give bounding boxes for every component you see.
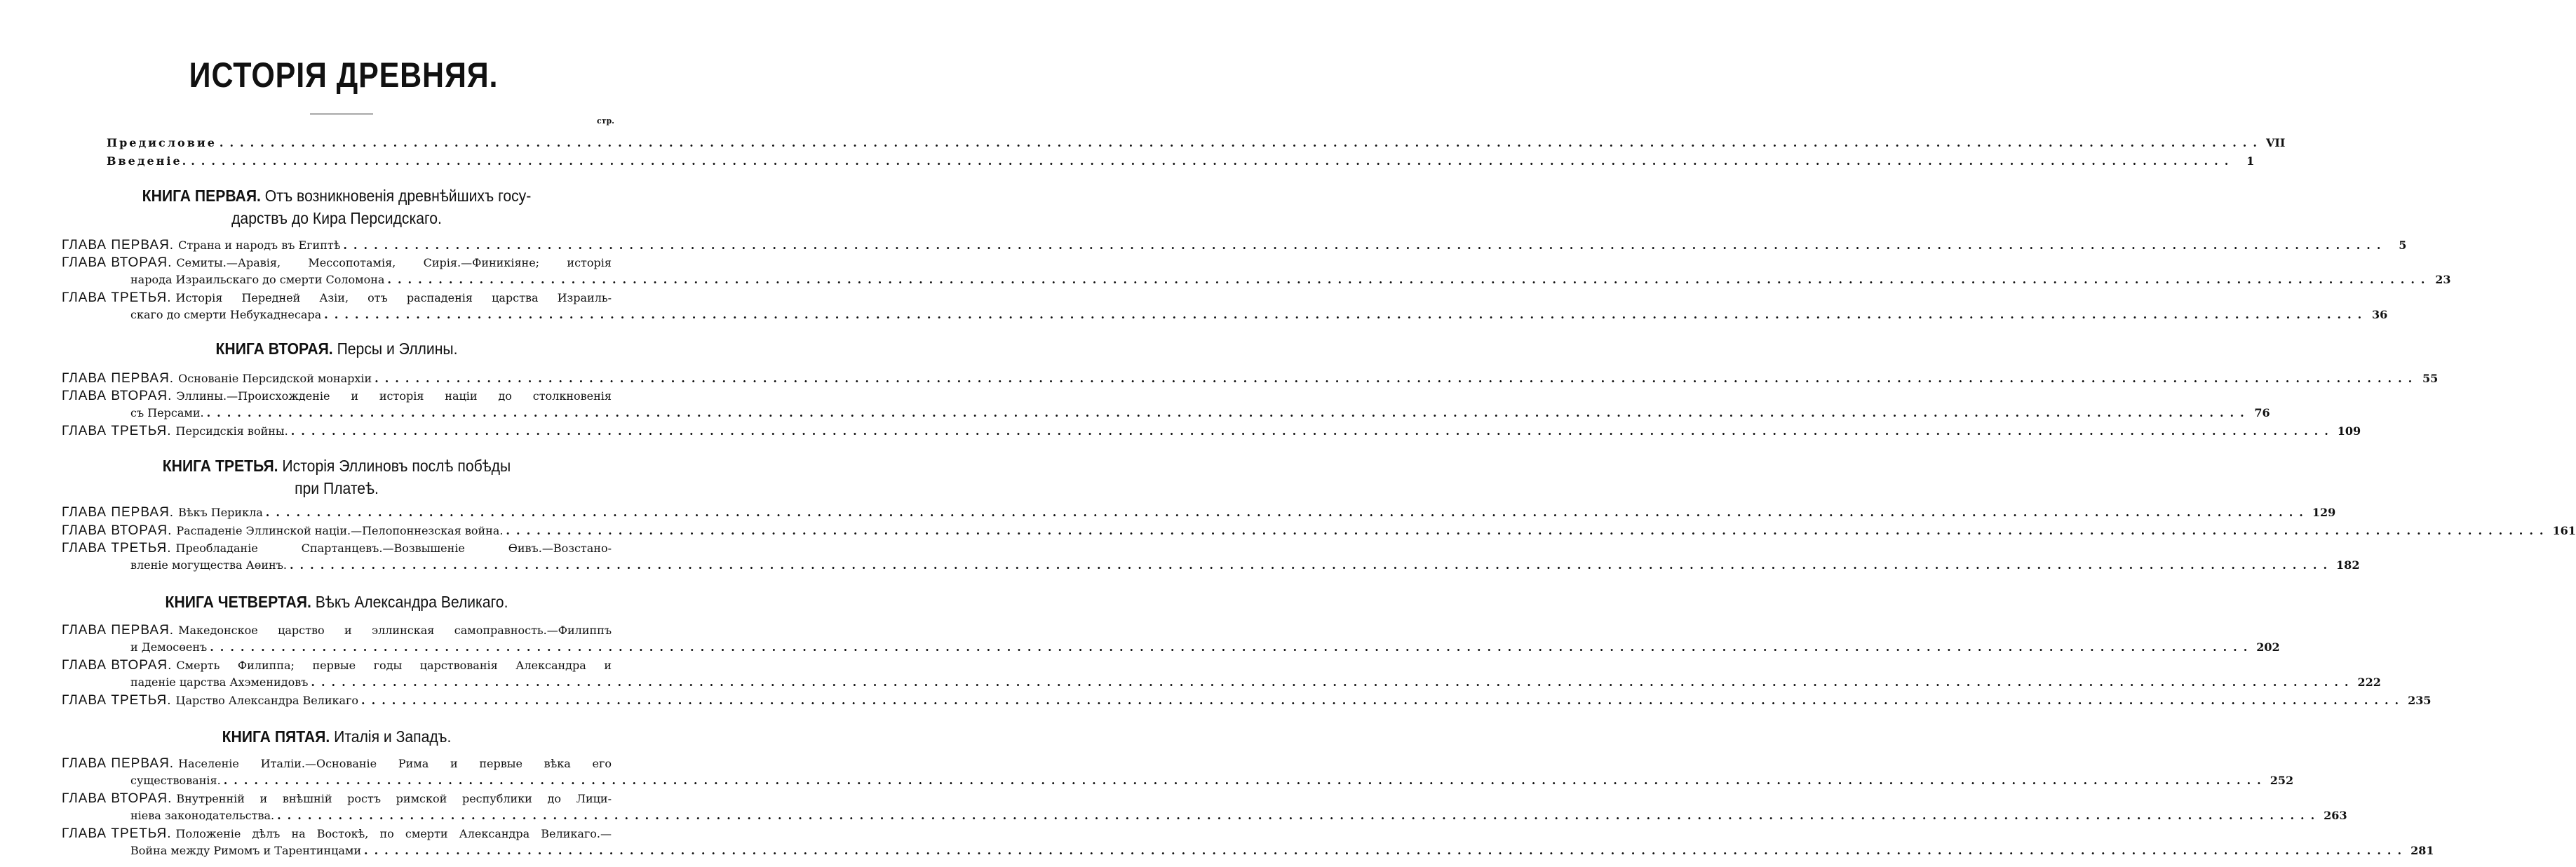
chapter-entry xyxy=(62,541,2360,576)
chapter-label: ГЛАВА ВТОРАЯ. xyxy=(62,791,173,806)
chapter-line xyxy=(62,693,2432,711)
book-heading xyxy=(79,725,595,748)
entry-label: Введеніе. xyxy=(107,154,189,168)
chapter-title: Семиты.—Аравія, Мессопотамія, Сирія.—Финикіяне; исторія xyxy=(176,256,612,269)
book-number: КНИГА ПЕРВАЯ. xyxy=(142,187,261,205)
dot-leader: ........................................................................................................................................................................................................ xyxy=(277,809,2321,822)
chapter-label: ГЛАВА ВТОРАЯ. xyxy=(62,658,173,673)
dot-leader: ........................................................................................................................................................................................................ xyxy=(364,844,2408,857)
chapter-line xyxy=(62,308,2388,325)
book-heading-line: КНИГА ЧЕТВЕРТАЯ. Вѣкъ Александра Великаго. xyxy=(165,593,508,611)
chapter-title: Населеніе Италіи.—Основаніе Рима и первые вѣка его xyxy=(178,757,612,770)
chapter-label: ГЛАВА ПЕРВАЯ. xyxy=(62,756,175,771)
chapter-entry xyxy=(62,523,2576,541)
book-heading xyxy=(79,455,595,499)
chapter-line xyxy=(62,774,2294,791)
page-column-label: стр. xyxy=(596,116,614,126)
chapter-title: Страна и народъ въ Египтѣ xyxy=(178,238,341,252)
chapter-label: ГЛАВА ВТОРАЯ. xyxy=(62,255,173,270)
chapter-title: и Демосөенъ xyxy=(130,640,208,654)
chapter-entry xyxy=(62,238,2407,255)
chapter-line xyxy=(62,640,2280,658)
toc-entry xyxy=(107,154,2255,173)
toc-entry xyxy=(107,136,2286,154)
book-number: КНИГА ЧЕТВЕРТАЯ. xyxy=(165,593,311,611)
dot-leader: ........................................................................................................................................................................................................ xyxy=(387,273,2432,286)
page-number: VII xyxy=(2265,136,2286,149)
dot-leader: ........................................................................................................................................................................................................ xyxy=(361,694,2406,707)
chapter-title: народа Израильскаго до смерти Соломона xyxy=(130,273,385,286)
front-matter xyxy=(107,136,2286,173)
page-number: 202 xyxy=(2256,640,2280,654)
dot-leader: ........................................................................................................................................................................................................ xyxy=(210,640,2254,654)
book-heading-line: КНИГА ТРЕТЬЯ. Исторія Эллиновъ послѣ побѣды xyxy=(162,457,511,475)
chapter-entry xyxy=(62,505,2336,523)
chapter-title: Война между Римомъ и Тарентинцами xyxy=(130,844,361,857)
chapter-line xyxy=(62,756,612,774)
chapter-line xyxy=(62,290,612,308)
chapter-label: ГЛАВА ТРЕТЬЯ. xyxy=(62,290,172,305)
chapter-title: Эллины.—Происхожденіе и исторія націи до столкновенія xyxy=(176,389,612,403)
book-heading-line: КНИГА ПЕРВАЯ. Отъ возникновенія древнѣйшихъ госу- xyxy=(142,187,532,205)
chapter-line xyxy=(62,371,2439,389)
chapter-title: Царство Александра Великаго xyxy=(175,694,359,707)
book-heading-line: КНИГА ПЯТАЯ. Италія и Западъ. xyxy=(222,727,452,746)
chapter-title: съ Персами. xyxy=(130,406,204,419)
dot-leader: ........................................................................................................................................................................................................ xyxy=(289,558,2334,572)
book-number: КНИГА ПЯТАЯ. xyxy=(222,727,330,746)
page-title: ИСТОРІЯ ДРЕВНЯЯ. xyxy=(189,55,499,95)
dot-leader: ........................................................................................................................................................................................................ xyxy=(375,372,2419,385)
chapter-entry xyxy=(62,756,2294,791)
chapter-title: Распаденіе Эллинской націи.—Пелопоннезская война. xyxy=(176,524,504,537)
dot-leader: ........................................................................................................................................................................................................ xyxy=(223,774,2267,787)
page-number: 76 xyxy=(2254,406,2270,419)
page-number: 252 xyxy=(2270,774,2294,787)
book-heading-line: дарствъ до Кира Персидскаго. xyxy=(231,209,442,227)
book-heading xyxy=(79,184,595,229)
chapter-entry xyxy=(62,371,2439,389)
page-number: 36 xyxy=(2371,308,2388,321)
page-number: 55 xyxy=(2422,372,2439,385)
chapter-line xyxy=(62,389,612,406)
chapter-entry xyxy=(62,693,2432,711)
chapter-line xyxy=(62,541,612,558)
chapter-line xyxy=(62,558,2360,576)
chapter-title: Основаніе Персидской монархіи xyxy=(178,372,372,385)
page-number: 222 xyxy=(2357,676,2381,689)
dot-leader: ........................................................................................................................................................................................................ xyxy=(265,506,2309,519)
chapter-entry xyxy=(62,623,2280,658)
chapter-label: ГЛАВА ТРЕТЬЯ. xyxy=(62,693,172,708)
chapter-entry xyxy=(62,658,2381,693)
chapter-label: ГЛАВА ВТОРАЯ. xyxy=(62,523,173,538)
dot-leader: ........................................................................................................................................................................................................ xyxy=(506,524,2550,537)
chapter-line xyxy=(62,273,2451,290)
chapter-label: ГЛАВА ТРЕТЬЯ. xyxy=(62,424,172,438)
page-number: 109 xyxy=(2337,424,2361,438)
chapter-line xyxy=(62,623,612,640)
chapter-title: Смерть Филиппа; первые годы царствованія Александра и xyxy=(176,659,612,672)
chapter-line xyxy=(62,238,2407,255)
chapter-entry xyxy=(62,791,2347,826)
chapter-line xyxy=(62,424,2361,441)
page-number: 182 xyxy=(2336,558,2360,572)
chapter-entry xyxy=(62,389,2270,424)
dot-leader: ........................................................................................................................................................................................................ xyxy=(311,676,2355,689)
book-number: КНИГА ВТОРАЯ. xyxy=(215,340,333,358)
page-number: 235 xyxy=(2408,694,2432,707)
chapter-title: Преобладаніе Спартанцевъ.—Возвышеніе Өивъ.—Возстано- xyxy=(175,542,612,555)
chapter-label: ГЛАВА ТРЕТЬЯ. xyxy=(62,541,172,556)
chapter-title: паденіе царства Ахэменидовъ xyxy=(130,676,309,689)
chapter-entry xyxy=(62,826,2434,861)
chapter-title: Персидскія войны. xyxy=(175,424,288,438)
page-number: 129 xyxy=(2312,506,2336,519)
chapter-label: ГЛАВА ПЕРВАЯ. xyxy=(62,505,175,520)
chapter-line xyxy=(62,523,2576,541)
chapter-title: Положеніе дѣлъ на Востокѣ, по смерти Александра Великаго.— xyxy=(175,827,612,840)
book-heading xyxy=(79,591,595,613)
dot-leader: ........................................................................................................................................................................................................ xyxy=(206,406,2251,419)
page-number: 5 xyxy=(2399,238,2407,252)
chapter-label: ГЛАВА ВТОРАЯ. xyxy=(62,389,173,403)
book-heading-line: при Платеѣ. xyxy=(295,479,379,497)
dot-leader: ........................................................................................................................................................................................................ xyxy=(290,424,2335,438)
book-heading xyxy=(79,337,595,360)
chapter-line xyxy=(62,406,2270,424)
chapter-line xyxy=(62,809,2347,826)
chapter-title: Исторія Передней Азіи, отъ распаденія царства Израиль- xyxy=(175,291,612,304)
chapter-line xyxy=(62,255,612,273)
page-number: 263 xyxy=(2324,809,2347,822)
chapter-label: ГЛАВА ПЕРВАЯ. xyxy=(62,238,175,253)
chapter-title: ніева законодательства. xyxy=(130,809,275,822)
dot-leader: ........................................................................................................................................................................................................ xyxy=(343,238,2387,252)
page-number: 161 xyxy=(2552,524,2576,537)
chapter-title: существованія. xyxy=(130,774,221,787)
chapter-label: ГЛАВА ТРЕТЬЯ. xyxy=(62,826,172,841)
dot-leader: ........................................................................................................................................................................................................ xyxy=(219,136,2263,149)
chapter-line xyxy=(62,791,612,809)
page-number: 23 xyxy=(2435,273,2451,286)
chapter-title: скаго до смерти Небукаднесара xyxy=(130,308,322,321)
dot-leader: ........................................................................................................................................................................................................ xyxy=(191,154,2235,168)
book-number: КНИГА ТРЕТЬЯ. xyxy=(162,457,278,475)
chapter-line xyxy=(62,676,2381,693)
chapter-entry xyxy=(62,255,2451,290)
chapter-title: Вѣкъ Перикла xyxy=(178,506,263,519)
entry-label: Предисловие xyxy=(107,136,217,149)
chapter-label: ГЛАВА ПЕРВАЯ. xyxy=(62,623,175,638)
chapter-entry xyxy=(62,424,2361,441)
page-number: 1 xyxy=(2246,154,2255,168)
chapter-line xyxy=(62,826,612,844)
chapter-entry xyxy=(62,290,2388,325)
chapter-label: ГЛАВА ПЕРВАЯ. xyxy=(62,371,175,386)
page-number: 281 xyxy=(2410,844,2434,857)
chapter-title: вленіе могущества Аөинъ. xyxy=(130,558,287,572)
chapter-line xyxy=(62,505,2336,523)
chapter-line xyxy=(62,658,612,676)
chapter-title: Внутренній и внѣшній ростъ римской республики до Лици- xyxy=(176,792,612,805)
book-heading-line: КНИГА ВТОРАЯ. Персы и Эллины. xyxy=(215,340,458,358)
chapter-line xyxy=(62,844,2434,861)
dot-leader: ........................................................................................................................................................................................................ xyxy=(324,308,2368,321)
chapter-title: Македонское царство и эллинская самоправность.—Филиппъ xyxy=(178,624,612,637)
